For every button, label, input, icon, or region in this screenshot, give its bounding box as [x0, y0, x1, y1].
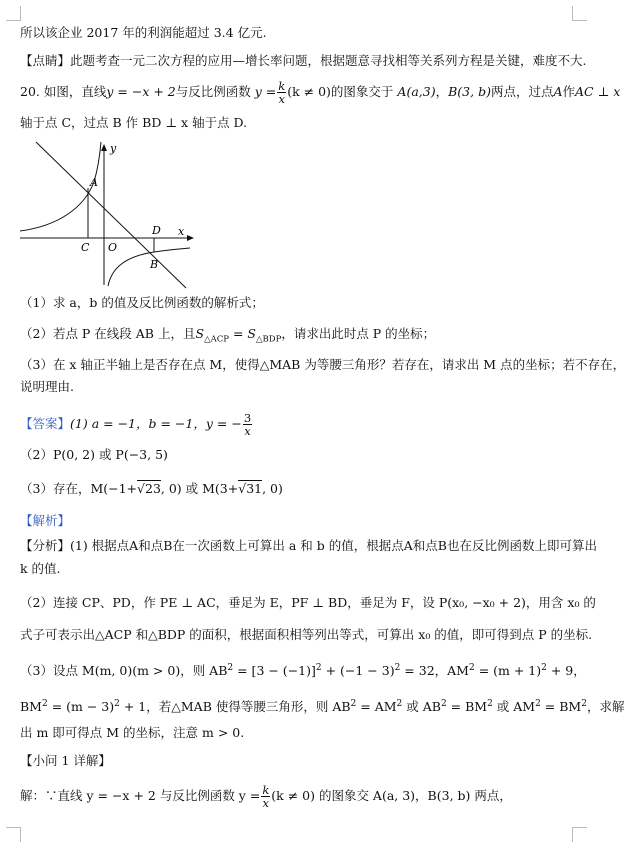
analysis-part-3: （3）设点 M(m, 0)(m > 0)，则 $AB^2 = [3 - (-1)]^2 + (-1 - 3)^2 = 32$，$AM^2 = (m + 1)^2 + 9$，	[20, 663, 586, 679]
label-C: C	[81, 241, 90, 254]
subquestion-1-heading: 【小问 1 详解】	[20, 753, 111, 768]
problem-20-statement-cont: 轴于点 C，过点 B 作 BD ⊥ x 轴于点 D.	[20, 115, 248, 130]
fraction-3-over-x: $\frac{3}{x}$	[243, 411, 252, 438]
question-3: （3）在 x 轴正半轴上是否存在点 M，使得△MAB 为等腰三角形？若存在，请求出 M 点的坐标；若不存在，	[20, 357, 625, 372]
analysis-tag: 【解析】	[20, 513, 71, 528]
y-axis-arrow	[101, 144, 107, 151]
label-O: O	[108, 241, 118, 254]
crop-mark-top-left	[6, 6, 21, 21]
question-3-cont: 说明理由.	[20, 379, 74, 394]
problem-20-statement: 20. 如图，直线y = −x + 2与反比例函数 y = $\frac{k}{x}$ (k ≠ 0)的图象交于 A(a,3)，B(3, b)两点，过点A作AC ⊥ x	[20, 79, 621, 106]
crop-mark-top-right	[572, 6, 587, 21]
x-axis-arrow	[187, 235, 194, 241]
question-1: （1）求 a，b 的值及反比例函数的解析式；	[20, 295, 264, 310]
function-graph-figure	[18, 138, 198, 288]
line-y-neg-x-plus-2	[36, 142, 186, 288]
analysis-part-3-cont: $BM^2 = (m - 3)^2 + 1$，若△MAB 使得等腰三角形，则 $AB^2 = AM^2$ 或 $AB^2 = BM^2$ 或 $AM^2 = BM^2$，求解	[20, 699, 625, 715]
label-y: y	[110, 142, 117, 155]
answer-3: （3）存在，M(−1+√23, 0) 或 M(3+√31, 0)	[20, 481, 283, 496]
hyperbola-branch-upper-left	[20, 142, 101, 231]
analysis-part-2: （2）连接 CP、PD，作 PE ⊥ AC，垂足为 E，PF ⊥ BD，垂足为 F，设 P(x₀, −x₀ + 2)，用含 x₀ 的	[20, 595, 596, 610]
comment-line: 【点睛】此题考查一元二次方程的应用—增长率问题，根据题意寻找相等关系列方程是关键，难度不大.	[20, 53, 587, 68]
conclusion-line: 所以该企业 2017 年的利润能超过 3.4 亿元.	[20, 25, 267, 40]
answer-tag: 【答案】	[20, 416, 71, 431]
answer-1: 【答案】(1) a = −1，b = −1，y = − $\frac{3}{x}$	[20, 411, 252, 438]
crop-mark-bottom-left	[6, 827, 21, 842]
label-D: D	[152, 224, 161, 237]
answer-2: （2）P(0, 2) 或 P(−3, 5)	[20, 447, 168, 462]
fraction-k-over-x-2: $\frac{k}{x}$	[262, 783, 270, 810]
label-B: B	[150, 258, 159, 271]
label-A: A	[90, 176, 98, 189]
analysis-part-2-cont: 式子可表示出△ACP 和△BDP 的面积，根据面积相等列出等式，可算出 x₀ 的值，即可得到点 P 的坐标.	[20, 627, 593, 642]
analysis-part-1: 【分析】(1) 根据点A和点B在一次函数上可算出 a 和 b 的值，根据点A和点B也在反比例函数上即可算出	[20, 538, 597, 553]
analysis-part-1-cont: k 的值.	[20, 561, 61, 576]
label-x: x	[178, 225, 185, 238]
analysis-part-3-end: 出 m 即可得点 M 的坐标，注意 m > 0.	[20, 725, 245, 740]
question-2: （2）若点 P 在线段 AB 上，且$S_{\triangle ACP} = S_{\triangle BDP}$，请求出此时点 P 的坐标；	[20, 326, 436, 345]
fraction-k-over-x: $\frac{k}{x}$	[278, 79, 286, 106]
solution-line: 解：∵直线 y = −x + 2 与反比例函数 y = $\frac{k}{x}$ (k ≠ 0) 的图象交 A(a, 3)，B(3, b) 两点，	[20, 783, 512, 810]
crop-mark-bottom-right	[572, 827, 587, 842]
